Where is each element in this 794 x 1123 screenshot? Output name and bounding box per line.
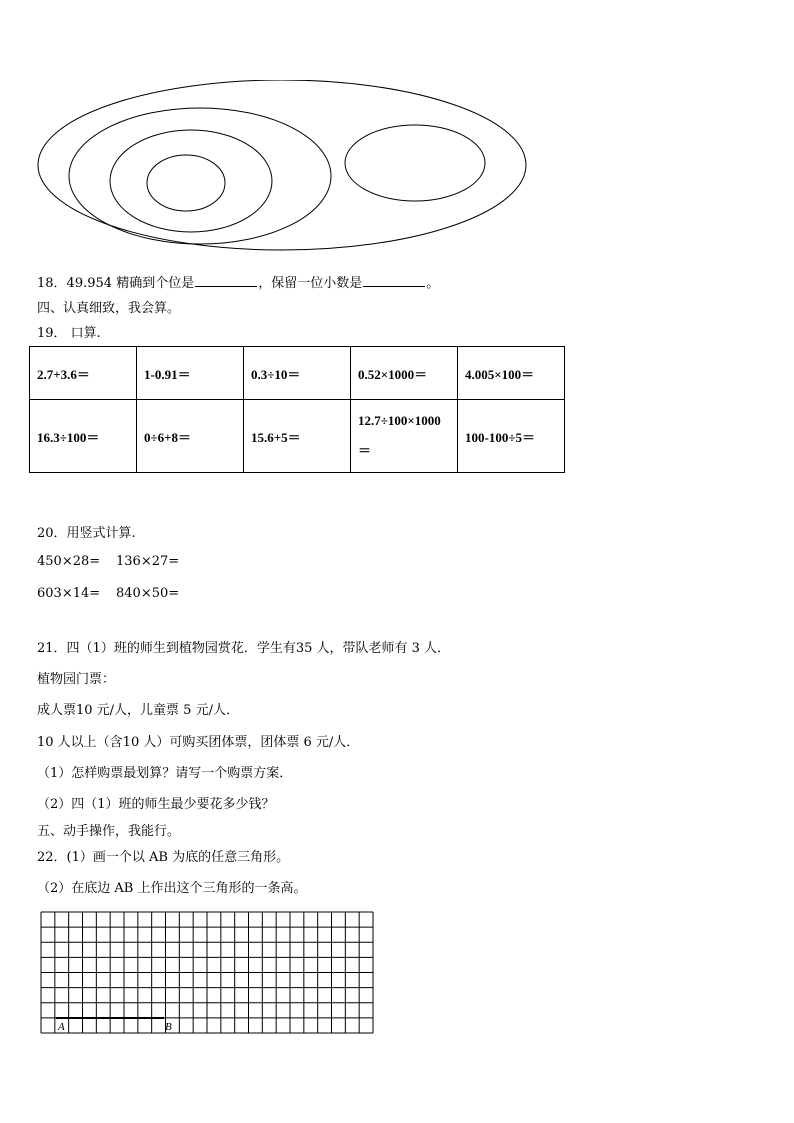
table-cell: 100-100÷5＝ bbox=[458, 400, 565, 473]
cell-equals: ＝ bbox=[358, 443, 372, 458]
table-cell: 16.3÷100＝ bbox=[30, 400, 137, 473]
q22-sub2: （2）在底边 AB 上作出这个三角形的一条高。 bbox=[37, 881, 307, 896]
point-a-label: A bbox=[58, 1021, 65, 1033]
table-cell: 15.6+5＝ bbox=[244, 400, 351, 473]
nested-ellipses-diagram bbox=[0, 80, 560, 270]
section-5-title: 五、动手操作，我能行。 bbox=[37, 824, 181, 839]
table-cell: 1-0.91＝ bbox=[137, 347, 244, 400]
q21-tickets-title: 植物园门票： bbox=[37, 672, 116, 687]
q21-sub1: （1）怎样购票最划算？请写一个购票方案． bbox=[37, 766, 293, 781]
section-4-title: 四、认真细致，我会算。 bbox=[37, 301, 181, 316]
drawing-grid[interactable] bbox=[40, 911, 374, 1034]
question-18 bbox=[37, 272, 439, 291]
q18-text-b: ，保留一位小数是 bbox=[258, 276, 363, 291]
q20-item: 840×50= bbox=[116, 586, 180, 601]
q20-item: 450×28= bbox=[37, 554, 101, 569]
q21-title: 21．四（1）班的师生到植物园赏花．学生有35 人，带队老师有 3 人． bbox=[37, 641, 451, 656]
second-ellipse bbox=[69, 108, 331, 244]
q19-title: 19． 口算. bbox=[37, 326, 101, 341]
q21-group-line: 10 人以上（含10 人）可购买团体票，团体票 6 元/人． bbox=[37, 735, 360, 750]
third-ellipse bbox=[110, 130, 272, 232]
q18-value: 49.954 bbox=[66, 276, 113, 291]
inner-ellipse bbox=[147, 155, 225, 211]
q21-sub2: （2）四（1）班的师生最少要花多少钱？ bbox=[37, 797, 275, 812]
table-cell: 0÷6+8＝ bbox=[137, 400, 244, 473]
q21-price-line: 成人票10 元/人，儿童票 5 元/人． bbox=[37, 703, 239, 718]
q18-text-a: 精确到个位是 bbox=[116, 276, 195, 291]
q18-blank-1[interactable] bbox=[195, 274, 257, 287]
mental-math-table bbox=[29, 346, 565, 473]
table-cell: 4.005×100＝ bbox=[458, 347, 565, 400]
table-row bbox=[30, 400, 565, 473]
q18-number: 18． bbox=[37, 276, 67, 291]
q22-sub1: 22．(1）画一个以 AB 为底的任意三角形。 bbox=[37, 850, 290, 865]
q18-text-c: 。 bbox=[426, 276, 440, 291]
cell-expression: 12.7÷100×1000 bbox=[358, 413, 441, 428]
q20-item: 603×14= bbox=[37, 586, 101, 601]
table-cell: 0.52×1000＝ bbox=[351, 347, 458, 400]
q18-blank-2[interactable] bbox=[363, 274, 425, 287]
table-row bbox=[30, 347, 565, 400]
q20-title: 20．用竖式计算. bbox=[37, 526, 136, 541]
table-cell: 2.7+3.6＝ bbox=[30, 347, 137, 400]
q20-item: 136×27= bbox=[116, 554, 180, 569]
table-cell: 0.3÷10＝ bbox=[244, 347, 351, 400]
right-ellipse bbox=[345, 125, 485, 201]
point-b-label: B bbox=[165, 1021, 172, 1033]
outer-ellipse bbox=[38, 80, 526, 250]
table-cell-multiline bbox=[351, 400, 458, 473]
